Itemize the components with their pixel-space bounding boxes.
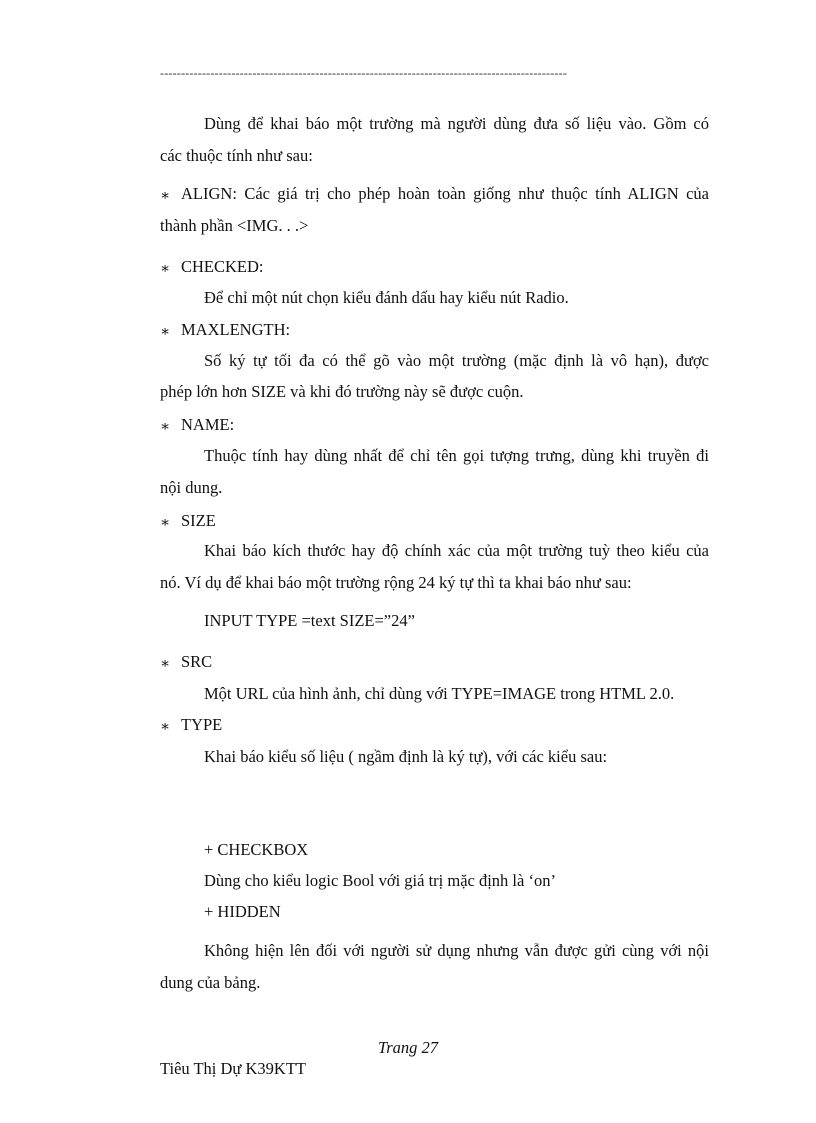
bullet-icon: ∗ <box>160 719 171 735</box>
intro-line-1: Dùng để khai báo một trường mà người dùng đưa số liệu vào. Gồm có <box>204 114 709 133</box>
maxlength-desc-1: Số ký tự tối đa có thể gõ vào một trường (mặc định là vô hạn), được <box>204 351 709 370</box>
checkbox-desc: Dùng cho kiểu logic Bool với giá trị mặc định là ‘on’ <box>204 871 556 890</box>
bullet-icon: ∗ <box>160 515 171 531</box>
checked-desc: Để chỉ một nút chọn kiểu đánh dấu hay kiểu nút Radio. <box>204 288 569 307</box>
name-title: NAME: <box>181 415 235 434</box>
hidden-desc-2: dung của bảng. <box>160 973 261 992</box>
maxlength-desc-2: phép lớn hơn SIZE và khi đó trường này sẽ được cuộn. <box>160 382 524 401</box>
type-desc: Khai báo kiểu số liệu ( ngầm định là ký tự), với các kiểu sau: <box>204 747 608 766</box>
size-title: SIZE <box>181 511 216 530</box>
hidden-desc-1: Không hiện lên đối với người sử dụng nhưng vẫn được gửi cùng với nội <box>204 941 709 960</box>
align-line-1: ALIGN: Các giá trị cho phép hoàn toàn giống như thuộc tính ALIGN của <box>181 184 709 203</box>
bullet-icon: ∗ <box>160 419 171 435</box>
page-number: Trang 27 <box>377 1038 439 1057</box>
src-title: SRC <box>181 652 213 671</box>
header-rule: ------------------------------------------------------------------------------------------------- <box>160 66 568 80</box>
size-desc-2: nó. Ví dụ để khai báo một trường rộng 24 ký tự thì ta khai báo như sau: <box>160 573 632 592</box>
align-line-2: thành phần <IMG. . .> <box>160 216 309 235</box>
hidden-title: + HIDDEN <box>204 902 281 921</box>
intro-line-2: các thuộc tính như sau: <box>160 146 313 165</box>
name-desc-2: nội dung. <box>160 478 223 497</box>
src-desc: Một URL của hình ảnh, chỉ dùng với TYPE=IMAGE trong HTML 2.0. <box>204 684 675 703</box>
type-title: TYPE <box>181 715 223 734</box>
bullet-icon: ∗ <box>160 656 171 672</box>
bullet-icon: ∗ <box>160 324 171 340</box>
name-desc-1: Thuộc tính hay dùng nhất để chỉ tên gọi tượng trưng, dùng khi truyền đi <box>204 446 709 465</box>
checkbox-title: + CHECKBOX <box>204 840 309 859</box>
size-example: INPUT TYPE =text SIZE=”24” <box>204 611 415 630</box>
bullet-icon: ∗ <box>160 188 171 204</box>
maxlength-title: MAXLENGTH: <box>181 320 291 339</box>
bullet-icon: ∗ <box>160 261 171 277</box>
checked-title: CHECKED: <box>181 257 264 276</box>
footer-author: Tiêu Thị Dự K39KTT <box>160 1059 306 1078</box>
size-desc-1: Khai báo kích thước hay độ chính xác của một trường tuỳ theo kiểu của <box>204 541 709 560</box>
